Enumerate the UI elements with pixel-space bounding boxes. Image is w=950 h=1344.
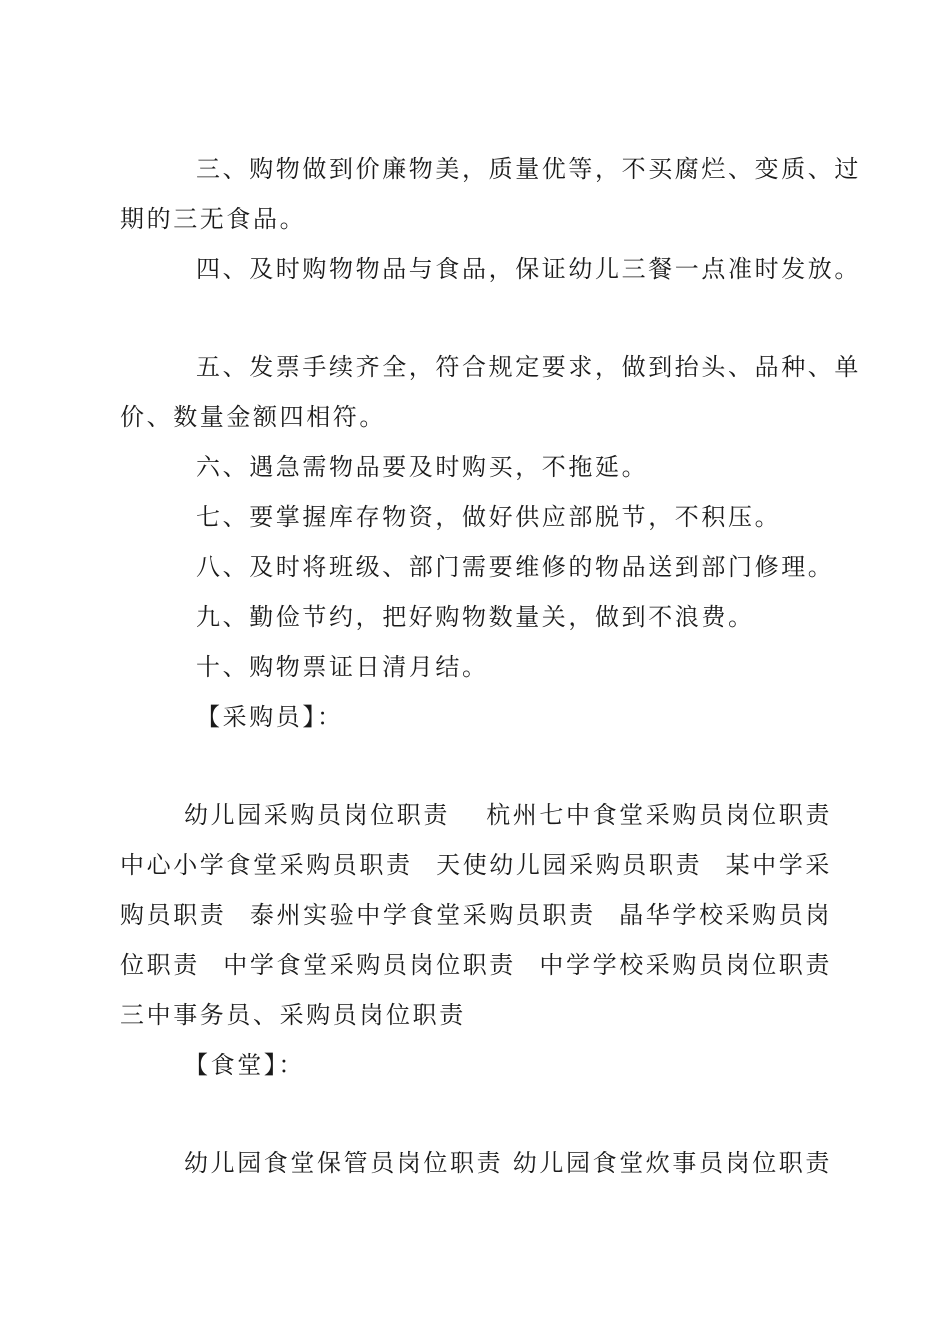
link-hangzhou-no7-purchaser[interactable]: 杭州七中食堂采购员岗位职责 bbox=[486, 801, 832, 829]
item-7-text: 七、要掌握库存物资，做好供应部脱节，不积压。 bbox=[196, 503, 782, 531]
item-6 bbox=[120, 442, 832, 492]
item-5-line-2: 价、数量金额四相符。 bbox=[120, 403, 386, 431]
canteen-heading-text: 【食堂】： bbox=[184, 1051, 305, 1079]
link-taizhou-experimental-purchaser[interactable]: 泰州实验中学食堂采购员职责 bbox=[249, 901, 596, 929]
item-9 bbox=[120, 592, 832, 642]
purchaser-links-row-5 bbox=[120, 990, 832, 1040]
item-9-text: 九、勤俭节约，把好购物数量关，做到不浪费。 bbox=[196, 603, 755, 631]
item-3 bbox=[120, 144, 861, 194]
link-kindergarten-canteen-cook[interactable]: 幼儿园食堂炊事员岗位职责 bbox=[512, 1149, 832, 1177]
item-3-line-2: 期的三无食品。 bbox=[120, 205, 307, 233]
section-heading-canteen bbox=[120, 1040, 832, 1090]
item-5 bbox=[120, 342, 861, 392]
purchaser-links-row-4 bbox=[120, 940, 832, 990]
canteen-links-row-1 bbox=[120, 1138, 832, 1188]
link-kindergarten-purchaser[interactable]: 幼儿园采购员岗位职责 bbox=[184, 801, 450, 829]
link-middle-school-purchaser-part2[interactable]: 购员职责 bbox=[120, 901, 227, 929]
section-heading-purchaser bbox=[120, 692, 832, 742]
item-6-text: 六、遇急需物品要及时购买，不拖延。 bbox=[196, 453, 649, 481]
link-middle-school-purchaser[interactable]: 中学学校采购员岗位职责 bbox=[539, 951, 832, 979]
item-8-text: 八、及时将班级、部门需要维修的物品送到部门修理。 bbox=[196, 553, 835, 581]
item-7 bbox=[120, 492, 832, 542]
link-no3-affairs-purchaser[interactable]: 三中事务员、采购员岗位职责 bbox=[120, 1001, 466, 1029]
link-jinghua-school-purchaser-part2[interactable]: 位职责 bbox=[120, 951, 200, 979]
item-10 bbox=[120, 642, 832, 692]
item-5-cont bbox=[120, 392, 832, 442]
link-kindergarten-canteen-keeper[interactable]: 幼儿园食堂保管员岗位职责 bbox=[184, 1149, 504, 1177]
link-jinghua-school-purchaser-part1[interactable]: 晶华学校采购员岗 bbox=[619, 901, 832, 929]
purchaser-heading-text: 【采购员】： bbox=[196, 703, 344, 731]
item-3-line-1: 三、购物做到价廉物美，质量优等，不买腐烂、变质、过 bbox=[196, 155, 861, 183]
item-4 bbox=[120, 244, 861, 294]
purchaser-links-row-3 bbox=[120, 890, 832, 940]
link-middle-school-purchaser-part1[interactable]: 某中学采 bbox=[725, 851, 832, 879]
item-3-cont bbox=[120, 194, 832, 244]
purchaser-links-row-2 bbox=[120, 840, 832, 890]
item-10-text: 十、购物票证日清月结。 bbox=[196, 653, 489, 681]
link-angel-kindergarten-purchaser[interactable]: 天使幼儿园采购员职责 bbox=[436, 851, 703, 879]
purchaser-links-row-1 bbox=[120, 790, 832, 840]
item-4-text: 四、及时购物物品与食品，保证幼儿三餐一点准时发放。 bbox=[196, 255, 861, 283]
link-central-primary-purchaser[interactable]: 中心小学食堂采购员职责 bbox=[120, 851, 413, 879]
link-middle-canteen-purchaser[interactable]: 中学食堂采购员岗位职责 bbox=[223, 951, 516, 979]
item-8 bbox=[120, 542, 835, 592]
item-5-line-1: 五、发票手续齐全，符合规定要求，做到抬头、品种、单 bbox=[196, 353, 861, 381]
